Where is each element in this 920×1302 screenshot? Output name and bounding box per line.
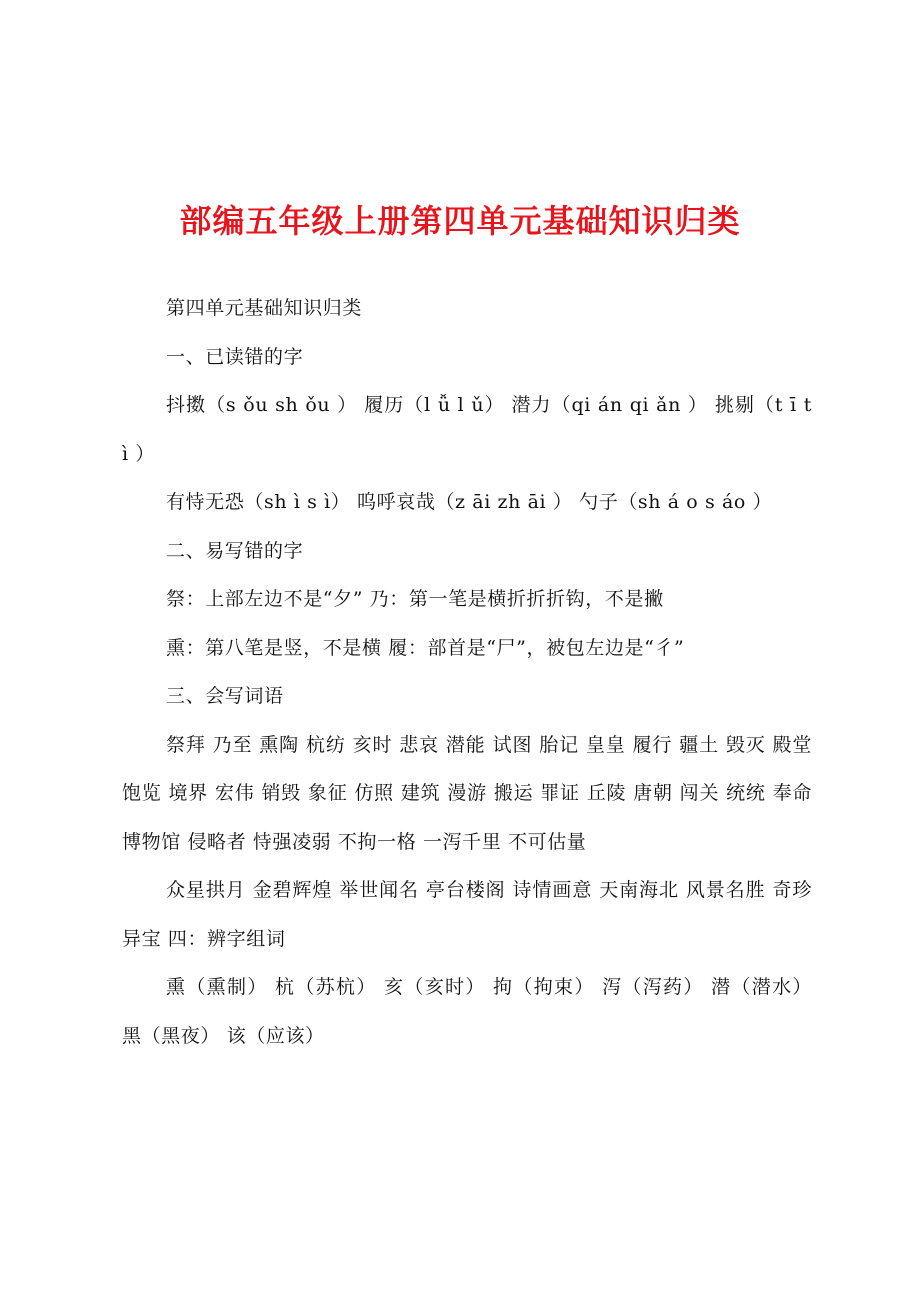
document-title: 部编五年级上册第四单元基础知识归类 xyxy=(179,202,741,240)
paragraph-misread-1: 抖擞（s ǒu sh ǒu ） 履历（l ǚ l ǔ） 潜力（qi án qi ǎn ） 挑剔（t ī t ì ） xyxy=(122,394,812,465)
paragraph-section-1: 一、已读错的字 xyxy=(166,345,304,368)
document-body xyxy=(122,284,812,1060)
paragraph-word-groups: 熏（熏制） 杭（苏杭） 亥（亥时） 拘（拘束） 泻（泻药） 潜（潜水） 黑（黑夜） 该（应该） xyxy=(122,976,812,1047)
paragraph-miswritten-1: 祭：上部左边不是“夕” 乃：第一笔是横折折折钩，不是撇 xyxy=(166,588,664,610)
paragraph-misread-2: 有恃无恐（sh ì s ì） 呜呼哀哉（z āi zh āi ） 勺子（sh á o s áo ） xyxy=(166,491,773,513)
paragraph-words-2: 众星拱月 金碧辉煌 举世闻名 亭台楼阁 诗情画意 天南海北 风景名胜 奇珍异宝 四：辨字组词 xyxy=(122,879,812,950)
paragraph-unit-heading: 第四单元基础知识归类 xyxy=(166,297,363,319)
paragraph-miswritten-2: 熏：第八笔是竖，不是横 履：部首是“尸”，被包左边是“彳” xyxy=(166,636,685,659)
paragraph-section-3: 三、会写词语 xyxy=(166,685,284,707)
paragraph-section-2: 二、易写错的字 xyxy=(166,539,304,562)
paragraph-words-1: 祭拜 乃至 熏陶 杭纺 亥时 悲哀 潜能 试图 胎记 皇皇 履行 疆土 毁灭 殿堂 饱览 境界 宏伟 销毁 象征 仿照 建筑 漫游 搬运 罪证 丘陵 唐朝 闯关 统统 奉命 博物馆 侵略者 恃强凌弱 不拘一格 一泻千里 不可估量 xyxy=(122,733,812,853)
